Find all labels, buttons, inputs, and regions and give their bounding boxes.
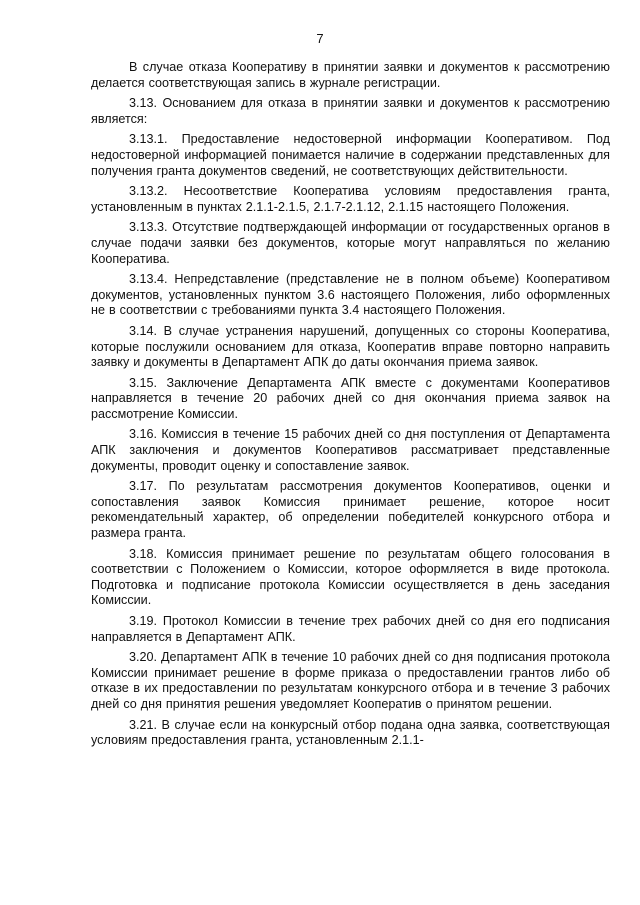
paragraph-3-20: 3.20. Департамент АПК в течение 10 рабочих дней со дня подписания протокола Комиссии принимает решение в форме приказа о предоставлении грантов либо об отказе в их предоставлении по результатам конкурсного отбора и в течение 3 рабочих дней со дня принятия решения уведомляет Кооператив о принятом решении. — [91, 650, 610, 711]
paragraph-3-16: 3.16. Комиссия в течение 15 рабочих дней со дня поступления от Департамента АПК заключения и документов Кооперативов рассматривает представленные документы, проводит оценку и сопоставление заявок. — [91, 427, 610, 473]
paragraph-3-13-4: 3.13.4. Непредставление (представление не в полном объеме) Кооперативом документов, установленных пунктом 3.6 настоящего Положения, либо оформленных не в соответствии с требованиями пункта 3.4 настоящего Положения. — [91, 272, 610, 318]
paragraph-3-21: 3.21. В случае если на конкурсный отбор подана одна заявка, соответствующая условиям предоставления гранта, установленным 2.1.1- — [91, 717, 610, 748]
paragraph-3-13-3: 3.13.3. Отсутствие подтверждающей информации от государственных органов в случае подачи заявки без документов, которые могут направляться по желанию Кооператива. — [91, 220, 610, 266]
paragraph-3-13-1: 3.13.1. Предоставление недостоверной информации Кооперативом. Под недостоверной информацией понимается наличие в содержании представленных для получения гранта документов сведений, не соответствующих действительности. — [91, 132, 610, 178]
paragraph-refusal-record: В случае отказа Кооперативу в принятии заявки и документов к рассмотрению делается соответствующая запись в журнале регистрации. — [91, 60, 610, 90]
document-body — [91, 60, 610, 754]
paragraph-3-13-2: 3.13.2. Несоответствие Кооператива условиям предоставления гранта, установленным в пунктах 2.1.1-2.1.5, 2.1.7-2.1.12, 2.1.15 настоящего Положения. — [91, 184, 610, 214]
paragraph-3-13: 3.13. Основанием для отказа в принятии заявки и документов к рассмотрению является: — [91, 96, 610, 126]
paragraph-3-15: 3.15. Заключение Департамента АПК вместе с документами Кооперативов направляется в течение 20 рабочих дней со дня окончания приема заявок на рассмотрение Комиссии. — [91, 375, 610, 421]
paragraph-3-17: 3.17. По результатам рассмотрения документов Кооперативов, оценки и сопоставления заявок Комиссия принимает решение, которое носит рекомендательный характер, об определении победителей конкурсного отбора и размера гранта. — [91, 479, 610, 541]
paragraph-3-18: 3.18. Комиссия принимает решение по результатам общего голосования в соответствии с Положением о Комиссии, которое оформляется в виде протокола. Подготовка и подписание протокола Комиссии осуществляется в день заседания Комиссии. — [91, 546, 610, 608]
paragraph-3-14: 3.14. В случае устранения нарушений, допущенных со стороны Кооператива, которые послужили основанием для отказа, Кооператив вправе повторно направить заявку и документы в Департамент АПК до даты окончания приема заявок. — [91, 323, 610, 370]
page-number: 7 — [316, 31, 324, 46]
paragraph-3-19: 3.19. Протокол Комиссии в течение трех рабочих дней со дня его подписания направляется в Департамент АПК. — [91, 614, 610, 644]
